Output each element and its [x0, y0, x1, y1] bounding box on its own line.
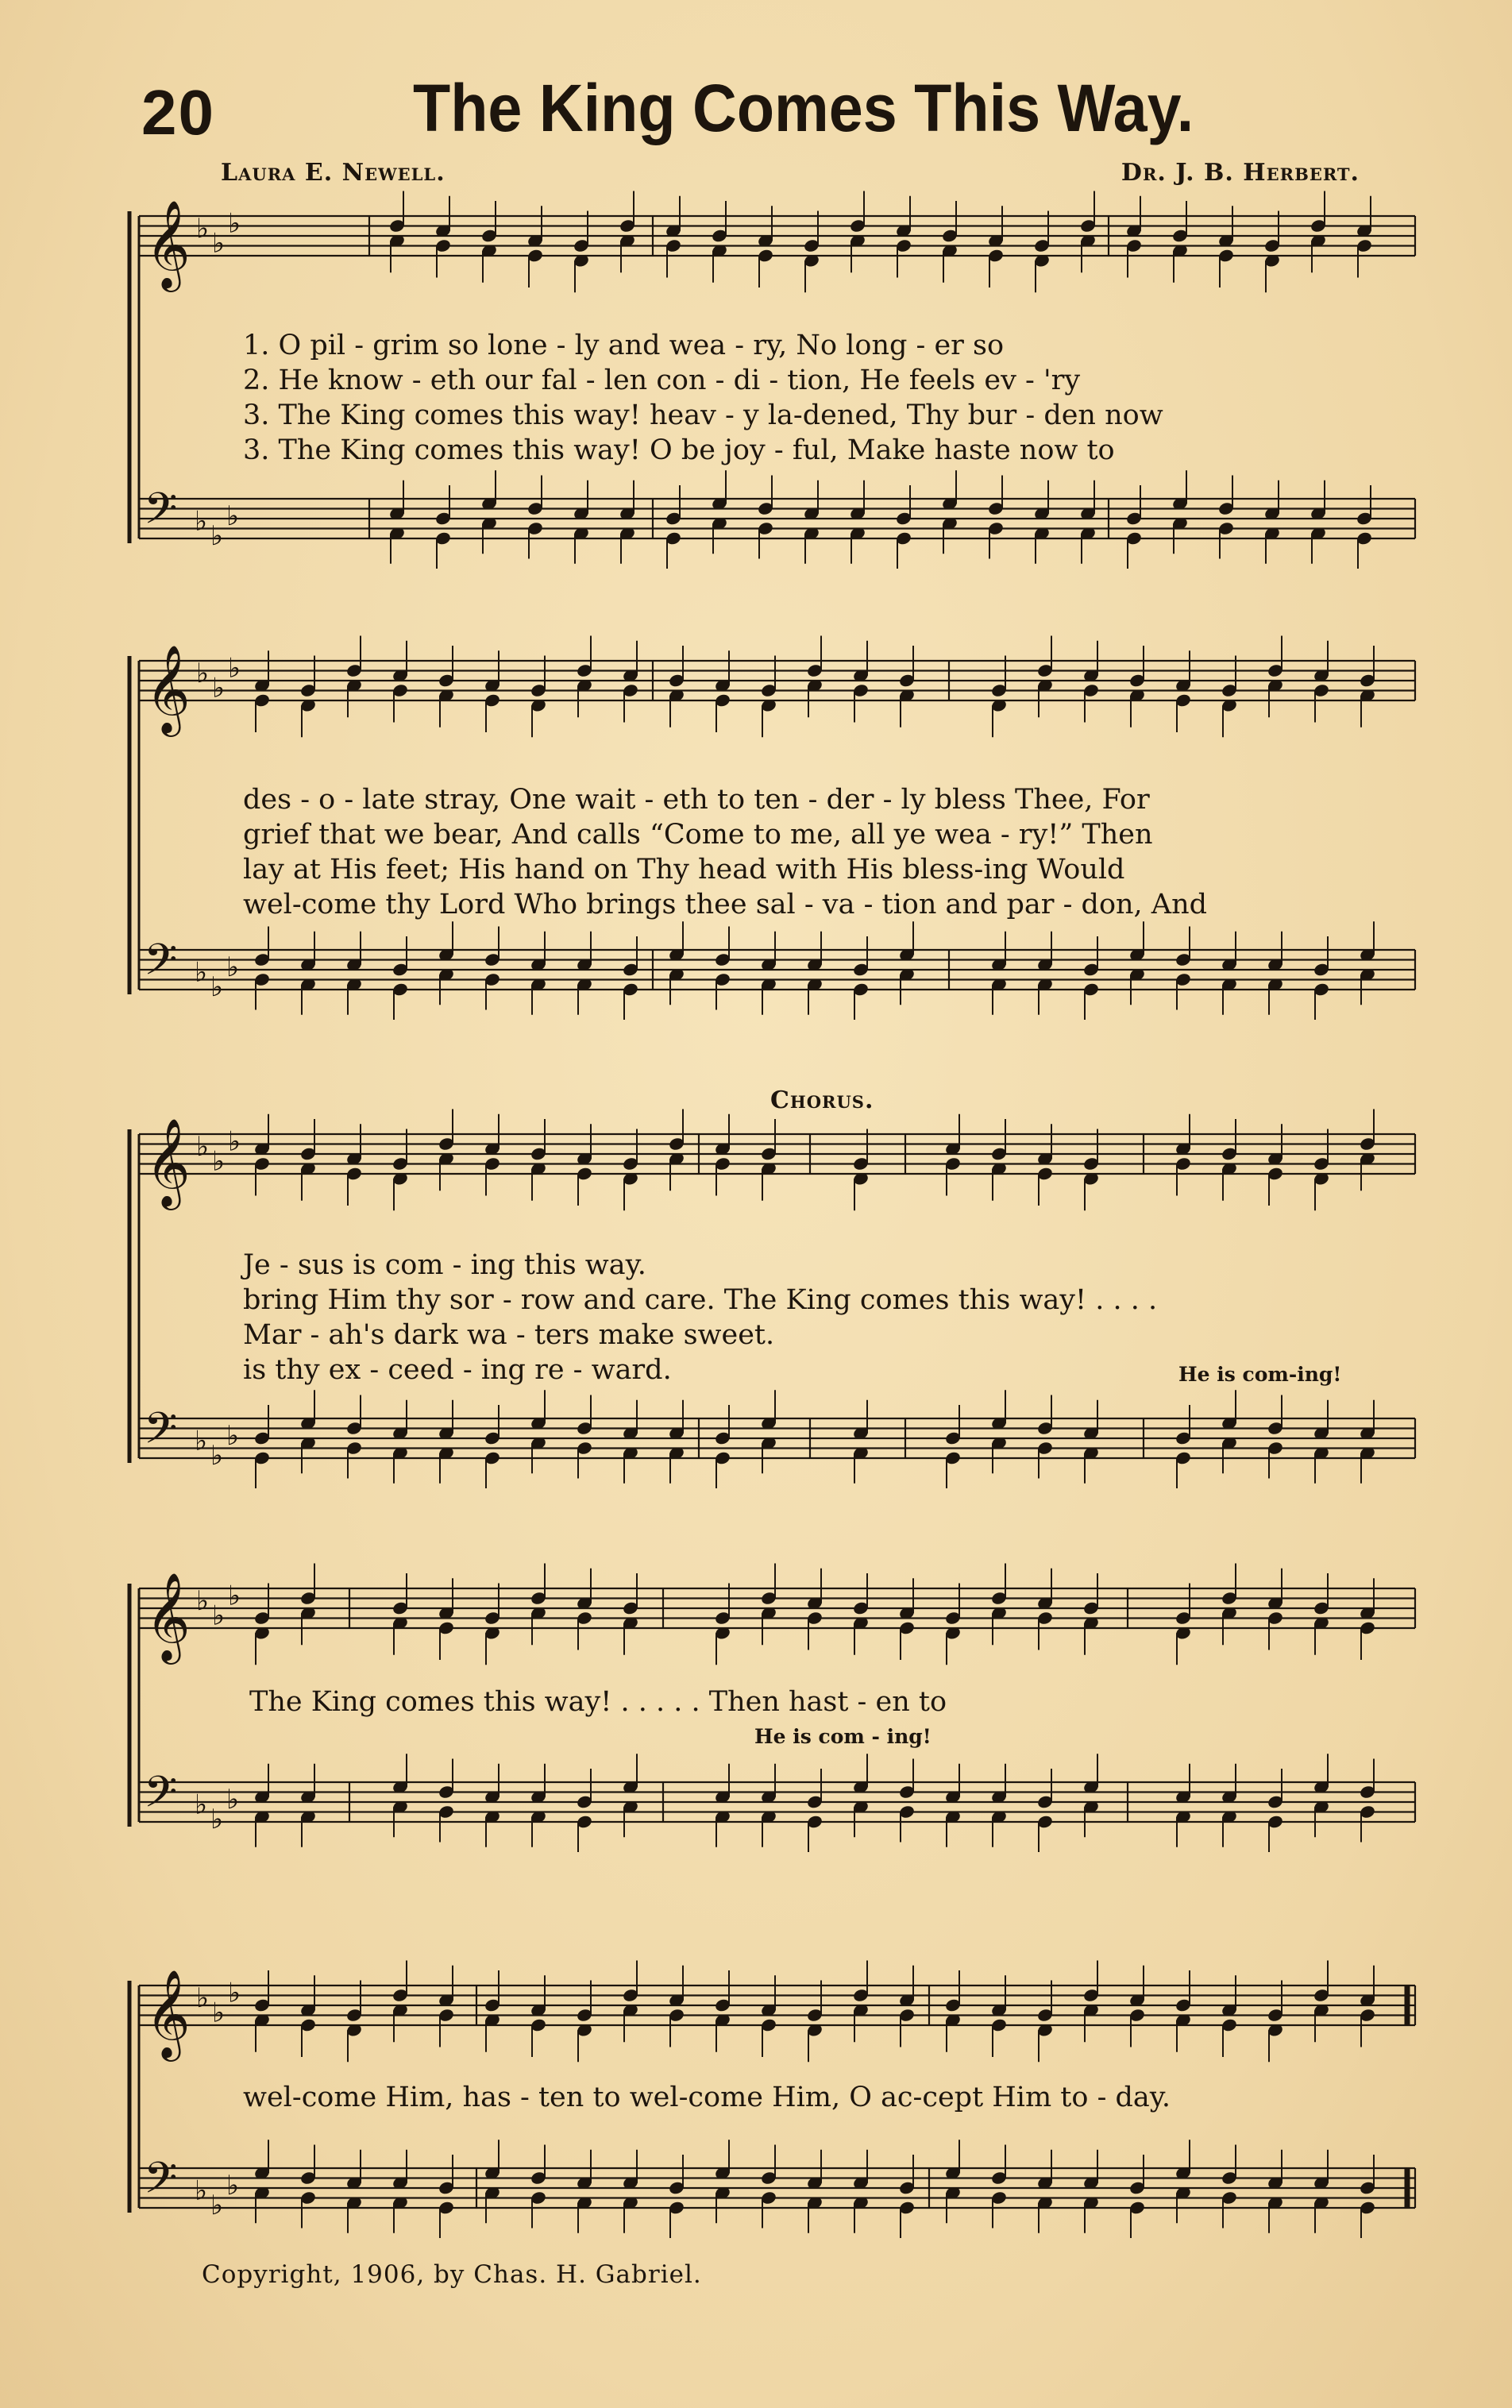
flat-sign: ♭: [195, 1789, 208, 1821]
bass-clef: 𝄢: [144, 934, 178, 996]
flat-sign: ♭: [212, 227, 226, 260]
lyric-line: grief that we bear, And calls “Come to me, all ye wea - ry!” Then: [243, 819, 1153, 851]
lyric-line: is thy ex - ceed - ing re - ward.: [243, 1354, 672, 1386]
page-number: 20: [141, 77, 215, 148]
flat-sign: ♭: [226, 951, 240, 983]
lyric-line: 1. O pil - grim so lone - ly and wea - ry, No long - er so: [243, 330, 1005, 361]
copyright-notice: Copyright, 1906, by Chas. H. Gabriel.: [202, 2260, 702, 2289]
flat-sign: ♭: [212, 1600, 226, 1632]
lyric-line: The King comes this way! . . . . . Then hast - en to: [249, 1686, 947, 1718]
treble-clef: 𝄞: [145, 1572, 191, 1661]
flat-sign: ♭: [228, 652, 241, 685]
lyric-line: Je - sus is com - ing this way.: [243, 1249, 646, 1281]
flat-sign: ♭: [226, 1420, 240, 1452]
bass-clef: 𝄢: [144, 1403, 178, 1464]
flat-sign: ♭: [228, 1125, 241, 1158]
flat-sign: ♭: [196, 1982, 210, 2014]
flat-sign: ♭: [228, 1977, 241, 2009]
flat-sign: ♭: [195, 1425, 208, 1457]
lyricist-credit: Laura E. Newell.: [221, 159, 446, 187]
flat-sign: ♭: [210, 971, 224, 1003]
lyric-line: 3. The King comes this way! O be joy - ful, Make haste now to: [243, 434, 1115, 466]
lyric-line: Mar - ah's dark wa - ters make sweet.: [243, 1319, 775, 1351]
cue-text: He is com-ing!: [1178, 1363, 1342, 1386]
treble-clef: 𝄞: [145, 644, 191, 733]
lyric-line: 3. The King comes this way! heav - y la-dened, Thy bur - den now: [243, 399, 1163, 431]
lyric-line: des - o - late stray, One wait - eth to ten - der - ly bless Thee, For: [243, 784, 1150, 816]
bass-clef: 𝄢: [144, 483, 178, 545]
flat-sign: ♭: [210, 1804, 224, 1835]
flat-sign: ♭: [226, 1784, 240, 1816]
flat-sign: ♭: [196, 212, 210, 245]
flat-sign: ♭: [212, 1997, 226, 2029]
treble-clef: 𝄞: [145, 1969, 191, 2058]
flat-sign: ♭: [195, 956, 208, 989]
chorus-label: Chorus.: [770, 1086, 874, 1114]
flat-sign: ♭: [195, 505, 208, 538]
hymn-title: The King Comes This Way.: [413, 71, 1194, 145]
flat-sign: ♭: [210, 1440, 224, 1472]
cue-text: He is com - ing!: [754, 1725, 932, 1748]
flat-sign: ♭: [226, 2170, 240, 2202]
flat-sign: ♭: [212, 1145, 226, 1178]
flat-sign: ♭: [210, 520, 224, 552]
lyric-line: 2. He know - eth our fal - len con - di - tion, He feels ev - 'ry: [243, 365, 1081, 396]
lyric-line: bring Him thy sor - row and care. The King comes this way! . . . .: [243, 1284, 1158, 1316]
flat-sign: ♭: [196, 1584, 210, 1617]
flat-sign: ♭: [195, 2175, 208, 2207]
lyric-line: wel-come Him, has - ten to wel-come Him, O ac-cept Him to - day.: [243, 2082, 1171, 2113]
flat-sign: ♭: [196, 1130, 210, 1163]
treble-clef: 𝄞: [145, 199, 191, 288]
bass-clef: 𝄢: [144, 2152, 178, 2214]
lyric-line: wel-come thy Lord Who brings thee sal - va - tion and par - don, And: [243, 889, 1208, 920]
composer-credit: Dr. J. B. Herbert.: [1120, 159, 1360, 187]
flat-sign: ♭: [210, 2190, 224, 2221]
lyric-line: lay at His feet; His hand on Thy head with His bless-ing Would: [243, 854, 1125, 886]
flat-sign: ♭: [228, 1580, 241, 1612]
bass-clef: 𝄢: [144, 1766, 178, 1828]
flat-sign: ♭: [228, 207, 241, 240]
treble-clef: 𝄞: [145, 1117, 191, 1206]
flat-sign: ♭: [212, 672, 226, 704]
flat-sign: ♭: [196, 657, 210, 689]
flat-sign: ♭: [226, 500, 240, 532]
